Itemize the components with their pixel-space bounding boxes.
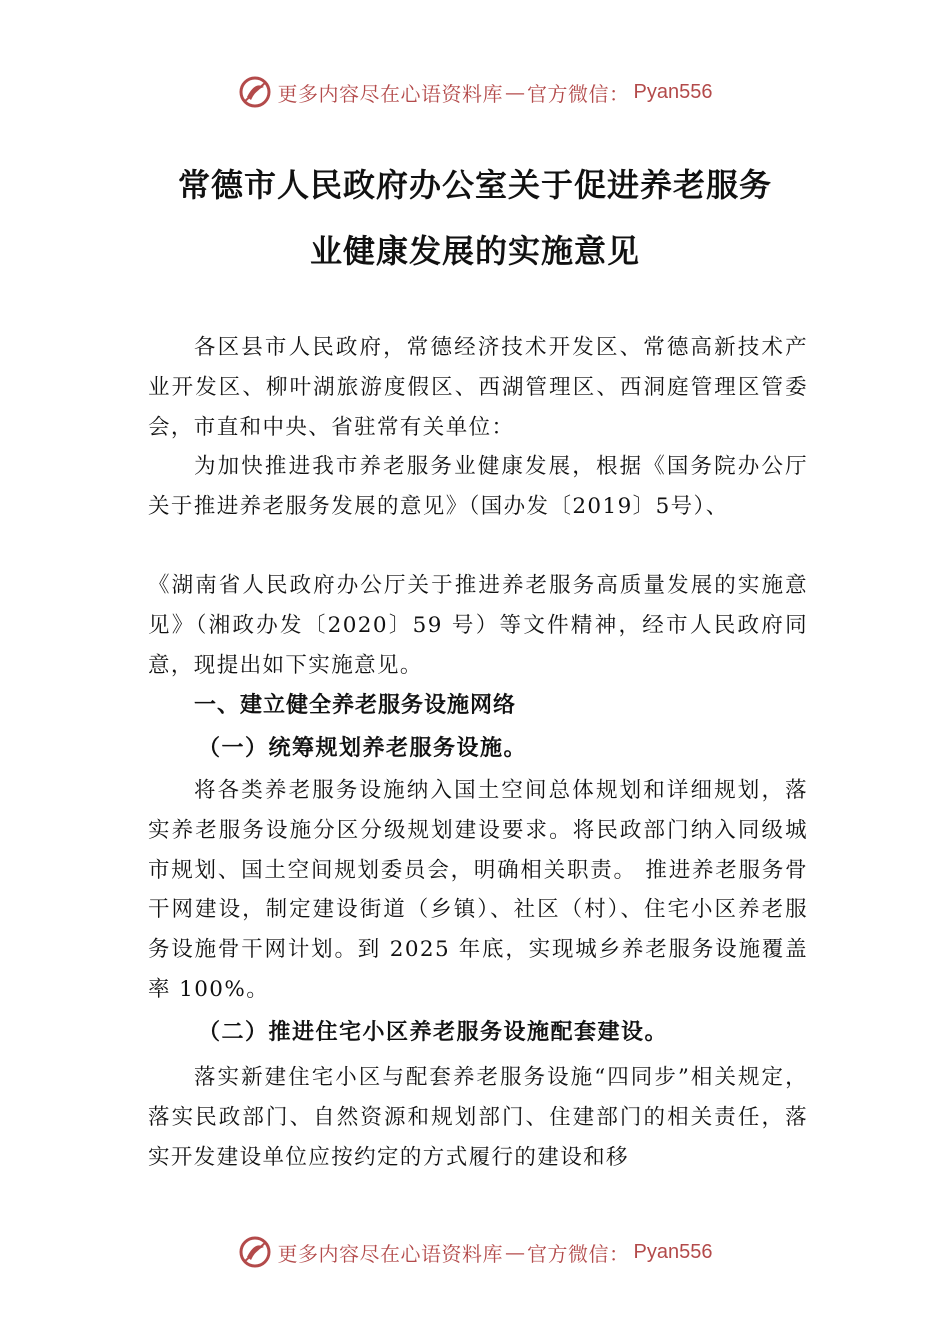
- banner-separator: —: [505, 80, 526, 104]
- brand-logo-icon: [238, 1235, 272, 1269]
- intro-paragraph-part-2: 《湖南省人民政府办公厅关于推进养老服务高质量发展的实施意见》（湘政办发〔2020〕59 号）等文件精神，经市人民政府同意，现提出如下实施意见。: [148, 573, 808, 678]
- banner-brand-text: 更多内容尽在心语资料库: [277, 81, 504, 106]
- document-title-line-2: 业健康发展的实施意见: [309, 232, 640, 270]
- watermark-banner-top: [0, 72, 950, 112]
- section-1-sub-2-heading: （二）推进住宅小区养老服务设施配套建设。: [198, 1019, 669, 1045]
- section-1-heading: 一、建立健全养老服务设施网络: [194, 693, 517, 718]
- banner-brand-text: 更多内容尽在心语资料库: [277, 1241, 504, 1266]
- brand-logo-icon: [238, 75, 272, 109]
- section-1-sub-1-body: 将各类养老服务设施纳入国土空间总体规划和详细规划，落实养老服务设施分区分级规划建设要求。将民政部门纳入同级城市规划、国土空间规划委员会，明确相关职责。 推进养老服务骨干网建设，制定建设街道（乡镇）、社区（村）、住宅小区养老服务设施骨干网计划。到 2025 年底，实现城乡养老服务设施覆盖率 100%。: [148, 778, 808, 1002]
- banner-account: Pyan556: [633, 1240, 713, 1263]
- banner-official-label: 官方微信：: [527, 1241, 630, 1266]
- addressee-paragraph: 各区县市人民政府，常德经济技术开发区、常德高新技术产业开发区、柳叶湖旅游度假区、西湖管理区、西洞庭管理区管委会，市直和中央、省驻常有关单位：: [148, 335, 808, 440]
- banner-separator: —: [505, 1240, 526, 1264]
- section-1-sub-1-heading: （一）统筹规划养老服务设施。: [198, 735, 528, 761]
- banner-official-label: 官方微信：: [527, 81, 630, 106]
- banner-account: Pyan556: [633, 80, 713, 103]
- document-title-line-1: 常德市人民政府办公室关于促进养老服务: [177, 166, 772, 204]
- section-1-sub-2-body: 落实新建住宅小区与配套养老服务设施“四同步”相关规定，落实民政部门、自然资源和规划部门、住建部门的相关责任，落实开发建设单位应按约定的方式履行的建设和移: [148, 1065, 808, 1170]
- intro-paragraph-part-1: 为加快推进我市养老服务业健康发展，根据《国务院办公厅关于推进养老服务发展的意见》（国办发〔2019〕5号）、: [148, 454, 808, 519]
- watermark-banner-bottom: [0, 1232, 950, 1272]
